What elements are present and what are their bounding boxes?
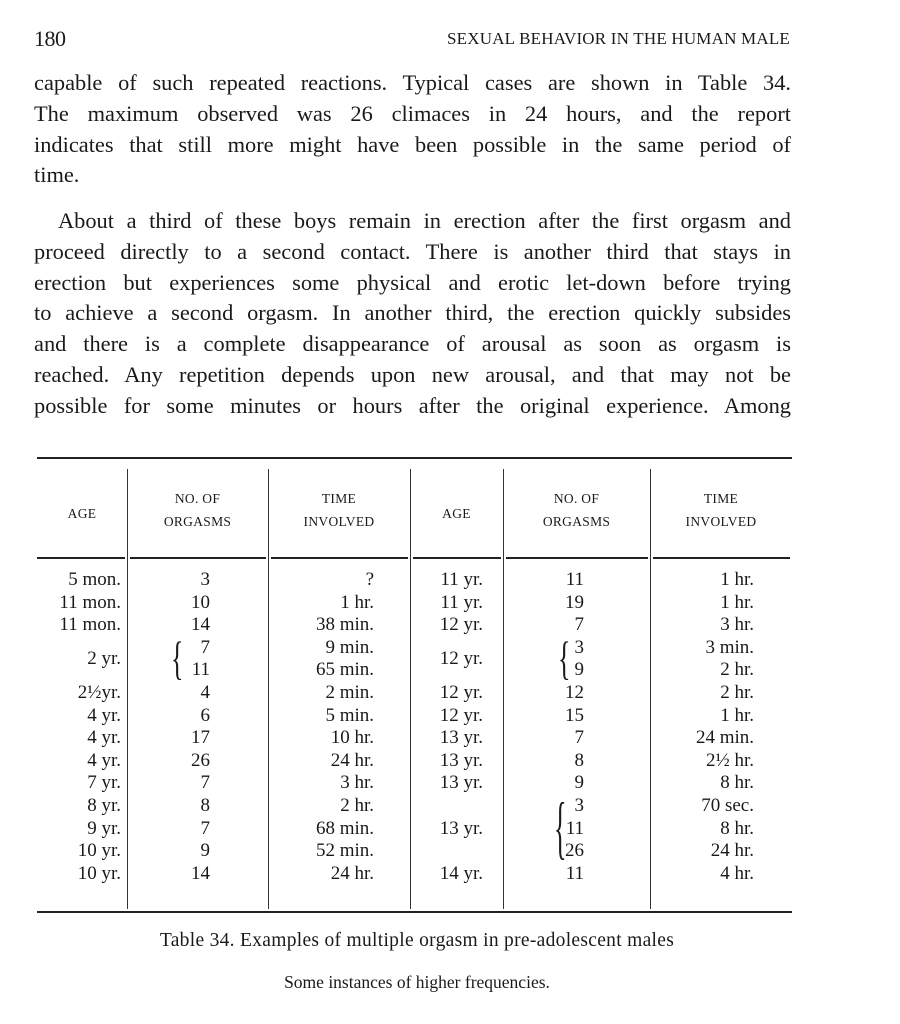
- orgasms-cell: 11: [565, 817, 584, 839]
- column-header-line: TIME: [321, 491, 357, 506]
- header-rule: [271, 557, 408, 559]
- time-cell: 3 min.: [705, 636, 754, 658]
- column-header-line: INVOLVED: [303, 514, 375, 529]
- column-divider: [650, 469, 651, 909]
- age-cell: 13 yr.: [439, 727, 483, 749]
- column-divider: [503, 469, 504, 909]
- header-rule: [37, 557, 125, 559]
- time-cell: 1 hr.: [720, 569, 754, 590]
- age-cell: 14 yr.: [439, 862, 483, 884]
- column-header-line: NO. OF: [174, 491, 221, 506]
- text-line: capable of such repeated reactions. Typical cases are shown in Table 34.: [34, 70, 791, 95]
- orgasms-cell: 7: [200, 772, 210, 794]
- column-header-line: ORGASMS: [163, 514, 232, 529]
- age-cell: 11 mon.: [59, 614, 121, 636]
- age-cell: 2½yr.: [77, 682, 121, 703]
- orgasms-cell: 3: [574, 636, 584, 658]
- time-cell: 24 hr.: [710, 840, 754, 862]
- column-divider: [127, 469, 128, 909]
- age-cell: 12 yr.: [439, 682, 483, 703]
- orgasms-cell: 3: [200, 569, 210, 590]
- text-line: About a third of these boys remain in erection after the first orgasm and: [58, 208, 791, 233]
- paragraph-2: [34, 206, 791, 422]
- column-divider: [410, 469, 411, 909]
- time-cell: 52 min.: [315, 840, 374, 862]
- page-header: [34, 26, 790, 52]
- table-bottom-rule: [37, 911, 792, 913]
- age-cell: 12 yr.: [439, 648, 483, 670]
- column-header-line: AGE: [442, 506, 471, 521]
- brace-icon: {: [558, 632, 571, 685]
- time-cell: 1 hr.: [720, 591, 754, 613]
- text-line: and there is a complete disappearance of arousal as soon as orgasm is: [34, 331, 791, 357]
- text-line: to achieve a second orgasm. In another third, the erection quickly subsides: [34, 300, 791, 326]
- orgasms-cell: 10: [191, 591, 210, 613]
- table-34: [37, 457, 792, 915]
- time-cell: 2 hr.: [720, 659, 754, 681]
- column-header: [37, 502, 127, 525]
- age-cell: 11 mon.: [59, 591, 121, 613]
- text-line: The maximum observed was 26 climaces in 24 hours, and the report: [34, 100, 791, 126]
- time-cell: 8 hr.: [720, 817, 754, 839]
- orgasms-cell: 15: [565, 704, 584, 726]
- orgasms-cell: 7: [200, 636, 210, 658]
- table-subcaption: Some instances of higher frequencies.: [284, 972, 550, 992]
- age-cell: 13 yr.: [439, 772, 483, 794]
- time-cell: 70 sec.: [701, 795, 754, 816]
- orgasms-cell: 11: [191, 659, 210, 681]
- age-cell: 5 mon.: [68, 569, 121, 590]
- orgasms-cell: 11: [565, 569, 584, 590]
- orgasms-cell: 14: [191, 614, 210, 636]
- orgasms-cell: 7: [574, 614, 584, 636]
- brace-icon: {: [171, 632, 184, 685]
- column-header: [503, 487, 650, 533]
- page-number: 180: [34, 26, 66, 51]
- brace-icon: {: [554, 788, 567, 867]
- age-cell: 7 yr.: [87, 772, 121, 794]
- table-top-rule: [37, 457, 792, 459]
- time-cell: 10 hr.: [330, 727, 374, 749]
- time-cell: 68 min.: [315, 817, 374, 839]
- time-cell: 2 hr.: [720, 682, 754, 703]
- column-header: [127, 487, 268, 533]
- time-cell: 65 min.: [315, 659, 374, 681]
- age-cell: 2 yr.: [87, 648, 121, 670]
- age-cell: 10 yr.: [77, 840, 121, 862]
- time-cell: 2 min.: [325, 682, 374, 703]
- age-cell: 11 yr.: [440, 591, 483, 613]
- age-cell: 12 yr.: [439, 614, 483, 636]
- age-cell: 13 yr.: [439, 749, 483, 771]
- orgasms-cell: 14: [191, 862, 210, 884]
- age-cell: 4 yr.: [87, 727, 121, 749]
- orgasms-cell: 6: [200, 704, 210, 726]
- orgasms-cell: 7: [200, 817, 210, 839]
- orgasms-cell: 26: [565, 840, 584, 862]
- age-cell: 10 yr.: [77, 862, 121, 884]
- orgasms-cell: 12: [565, 682, 584, 703]
- time-cell: 38 min.: [315, 614, 374, 636]
- column-header: [650, 487, 792, 533]
- column-header-line: AGE: [67, 506, 97, 521]
- orgasms-cell: 4: [200, 682, 210, 703]
- orgasms-cell: 3: [574, 795, 584, 816]
- time-cell: 5 min.: [325, 704, 374, 726]
- orgasms-cell: 9: [574, 772, 584, 794]
- table-caption: Table 34. Examples of multiple orgasm in pre-adolescent males: [159, 930, 675, 951]
- time-cell: 24 min.: [695, 727, 754, 749]
- column-divider: [268, 469, 269, 909]
- orgasms-cell: 19: [565, 591, 584, 613]
- age-cell: 9 yr.: [87, 817, 121, 839]
- time-cell: 8 hr.: [720, 772, 754, 794]
- text-line: proceed directly to a second contact. There is another third that stays in: [34, 238, 791, 264]
- orgasms-cell: 11: [565, 862, 584, 884]
- text-line: erection but experiences some physical and erotic let-down before trying: [34, 269, 791, 295]
- time-cell: 2½ hr.: [705, 749, 754, 771]
- running-head: SEXUAL BEHAVIOR IN THE HUMAN MALE: [447, 29, 790, 48]
- column-header-line: INVOLVED: [685, 514, 757, 529]
- text-line: reached. Any repetition depends upon new arousal, and that may not be: [34, 361, 791, 387]
- time-cell: 9 min.: [325, 636, 374, 658]
- orgasms-cell: 9: [200, 840, 210, 862]
- time-cell: 4 hr.: [720, 862, 754, 884]
- age-cell: 11 yr.: [440, 569, 483, 590]
- time-cell: 1 hr.: [340, 591, 374, 613]
- time-cell: ?: [365, 569, 374, 590]
- time-cell: 2 hr.: [340, 795, 374, 816]
- age-cell: 13 yr.: [439, 817, 483, 839]
- column-header-line: NO. OF: [553, 491, 600, 506]
- column-header-line: ORGASMS: [542, 514, 611, 529]
- orgasms-cell: 8: [574, 749, 584, 771]
- time-cell: 1 hr.: [720, 704, 754, 726]
- orgasms-cell: 26: [191, 749, 210, 771]
- header-rule: [653, 557, 790, 559]
- column-header: [268, 487, 410, 533]
- text-line: indicates that still more might have been possible in the same period of: [34, 131, 791, 157]
- time-cell: 3 hr.: [340, 772, 374, 794]
- paragraph-1: [34, 68, 791, 191]
- age-cell: 12 yr.: [439, 704, 483, 726]
- text-line: possible for some minutes or hours after the original experience. Among: [34, 392, 791, 418]
- time-cell: 24 hr.: [330, 862, 374, 884]
- time-cell: 3 hr.: [720, 614, 754, 636]
- orgasms-cell: 8: [200, 795, 210, 816]
- header-rule: [130, 557, 266, 559]
- time-cell: 24 hr.: [330, 749, 374, 771]
- age-cell: 8 yr.: [87, 795, 121, 816]
- orgasms-cell: 7: [574, 727, 584, 749]
- orgasms-cell: 17: [191, 727, 210, 749]
- text-line: time.: [34, 162, 80, 188]
- header-rule: [506, 557, 648, 559]
- orgasms-cell: 9: [574, 659, 584, 681]
- age-cell: 4 yr.: [87, 749, 121, 771]
- header-rule: [413, 557, 501, 559]
- column-header-line: TIME: [703, 491, 739, 506]
- age-cell: 4 yr.: [87, 704, 121, 726]
- column-header: [410, 502, 503, 525]
